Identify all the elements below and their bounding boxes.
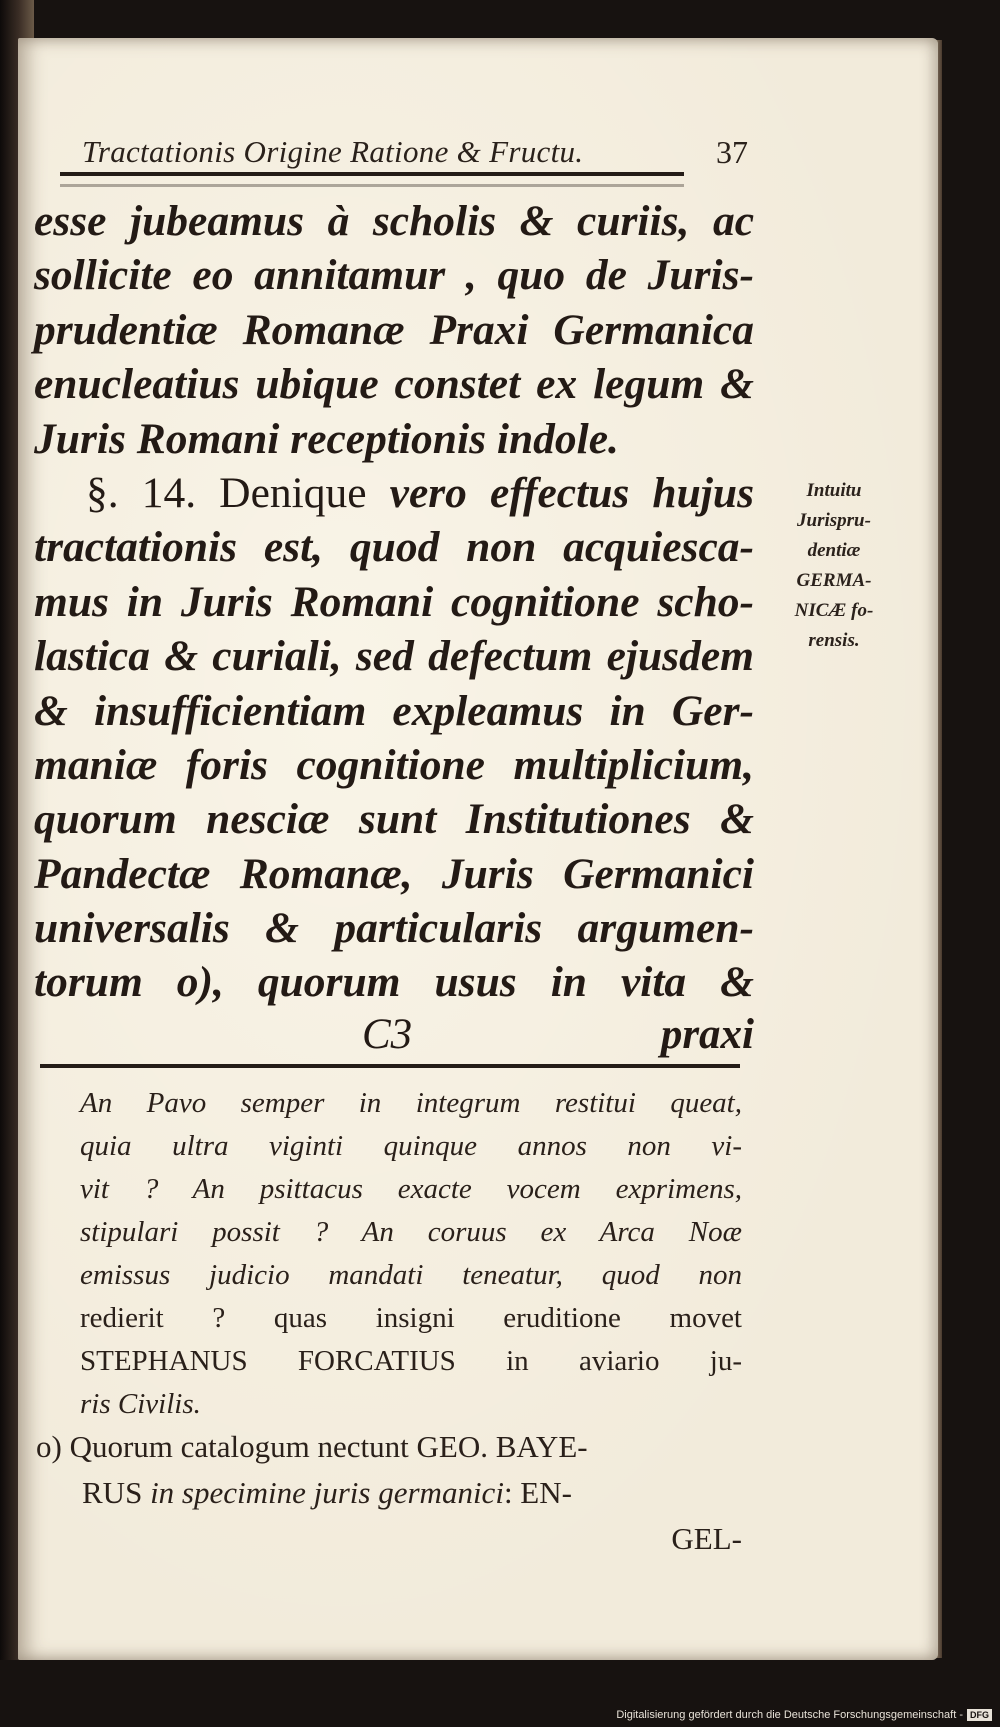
text-line: maniæ foris cognitione multiplicium, — [34, 740, 754, 789]
text-line: torum o), quorum usus in vita & — [34, 958, 754, 1007]
text-line: Pandectæ Romanæ, Juris Germanici — [34, 849, 754, 898]
marginal-note — [764, 476, 904, 656]
margin-note-line: Jurispru- — [797, 510, 871, 531]
main-text — [34, 194, 754, 1010]
footnote-line: ris Civilis. — [80, 1388, 201, 1420]
section-heading-line — [34, 466, 754, 520]
text-line: & insufficientiam expleamus in Ger- — [34, 686, 754, 735]
footnote-line: emissus judicio mandati teneatur, quod non — [80, 1259, 742, 1291]
footnote-line: GEL- — [671, 1521, 742, 1556]
section-lead-rest: vero effectus hujus — [366, 468, 754, 517]
text-line: lastica & curiali, sed defectum ejusdem — [34, 632, 754, 681]
text-line: esse jubeamus à scholis & curiis, ac — [34, 197, 754, 245]
text-line: enucleatius ubique constet ex legum & — [34, 360, 754, 409]
signature-mark: C3 — [362, 1011, 413, 1058]
digitization-credit — [616, 1709, 992, 1721]
text-line: tractationis est, quod non acquiesca- — [34, 523, 754, 572]
footnote-n — [80, 1082, 742, 1426]
text-line: prudentiæ Romanæ Praxi Germanica — [34, 305, 754, 354]
footnote-line: o) Quorum catalogum nectunt GEO. BAYE- — [36, 1429, 588, 1464]
running-title: Tractationis Origine Ratione & Fructu. — [82, 134, 584, 169]
footnote-line: An Pavo semper in integrum restitui queat, — [80, 1087, 742, 1119]
author-name: RUS — [82, 1475, 143, 1510]
section-mark: §. 14. Denique — [86, 468, 367, 517]
footnote-line: redierit ? quas insigni eruditione movet — [80, 1302, 742, 1334]
page-header — [58, 132, 748, 176]
footnote-o — [36, 1424, 742, 1562]
signature-catchword-line — [34, 1010, 754, 1066]
text-line: universalis & particularis argumen- — [34, 904, 754, 953]
footnote-line: quia ultra viginti quinque annos non vi- — [80, 1130, 742, 1162]
dfg-logo: DFG — [967, 1709, 992, 1721]
footnote-tail: : EN- — [503, 1475, 572, 1510]
margin-note-line: NICÆ fo- — [794, 600, 874, 621]
footnote-line: vit ? An psittacus exacte vocem exprimens, — [80, 1173, 742, 1205]
footnote-rule — [40, 1064, 740, 1068]
header-rule — [60, 172, 684, 176]
credit-text: Digitalisierung gefördert durch die Deutsche Forschungsgemeinschaft - — [616, 1709, 963, 1721]
margin-note-line: Intuitu — [806, 480, 862, 501]
catchword: praxi — [660, 1011, 754, 1058]
text-line: Juris Romani receptionis indole. — [34, 414, 619, 463]
work-title: in specimine juris germanici — [142, 1475, 504, 1510]
footnote-line: STEPHANUS FORCATIUS in aviario ju- — [80, 1345, 742, 1377]
footnote-line — [36, 1470, 742, 1516]
footnote-line: stipulari possit ? An coruus ex Arca Noæ — [80, 1216, 742, 1248]
text-line: sollicite eo annitamur , quo de Juris- — [34, 251, 754, 300]
margin-note-line: dentiæ — [807, 540, 861, 561]
text-line: mus in Juris Romani cognitione scho- — [34, 577, 754, 626]
margin-note-line: rensis. — [808, 630, 860, 651]
text-line: quorum nesciæ sunt Institutiones & — [34, 795, 754, 844]
header-rule-secondary — [60, 184, 684, 187]
margin-note-line: GERMA- — [796, 570, 872, 591]
page-number: 37 — [716, 134, 748, 170]
